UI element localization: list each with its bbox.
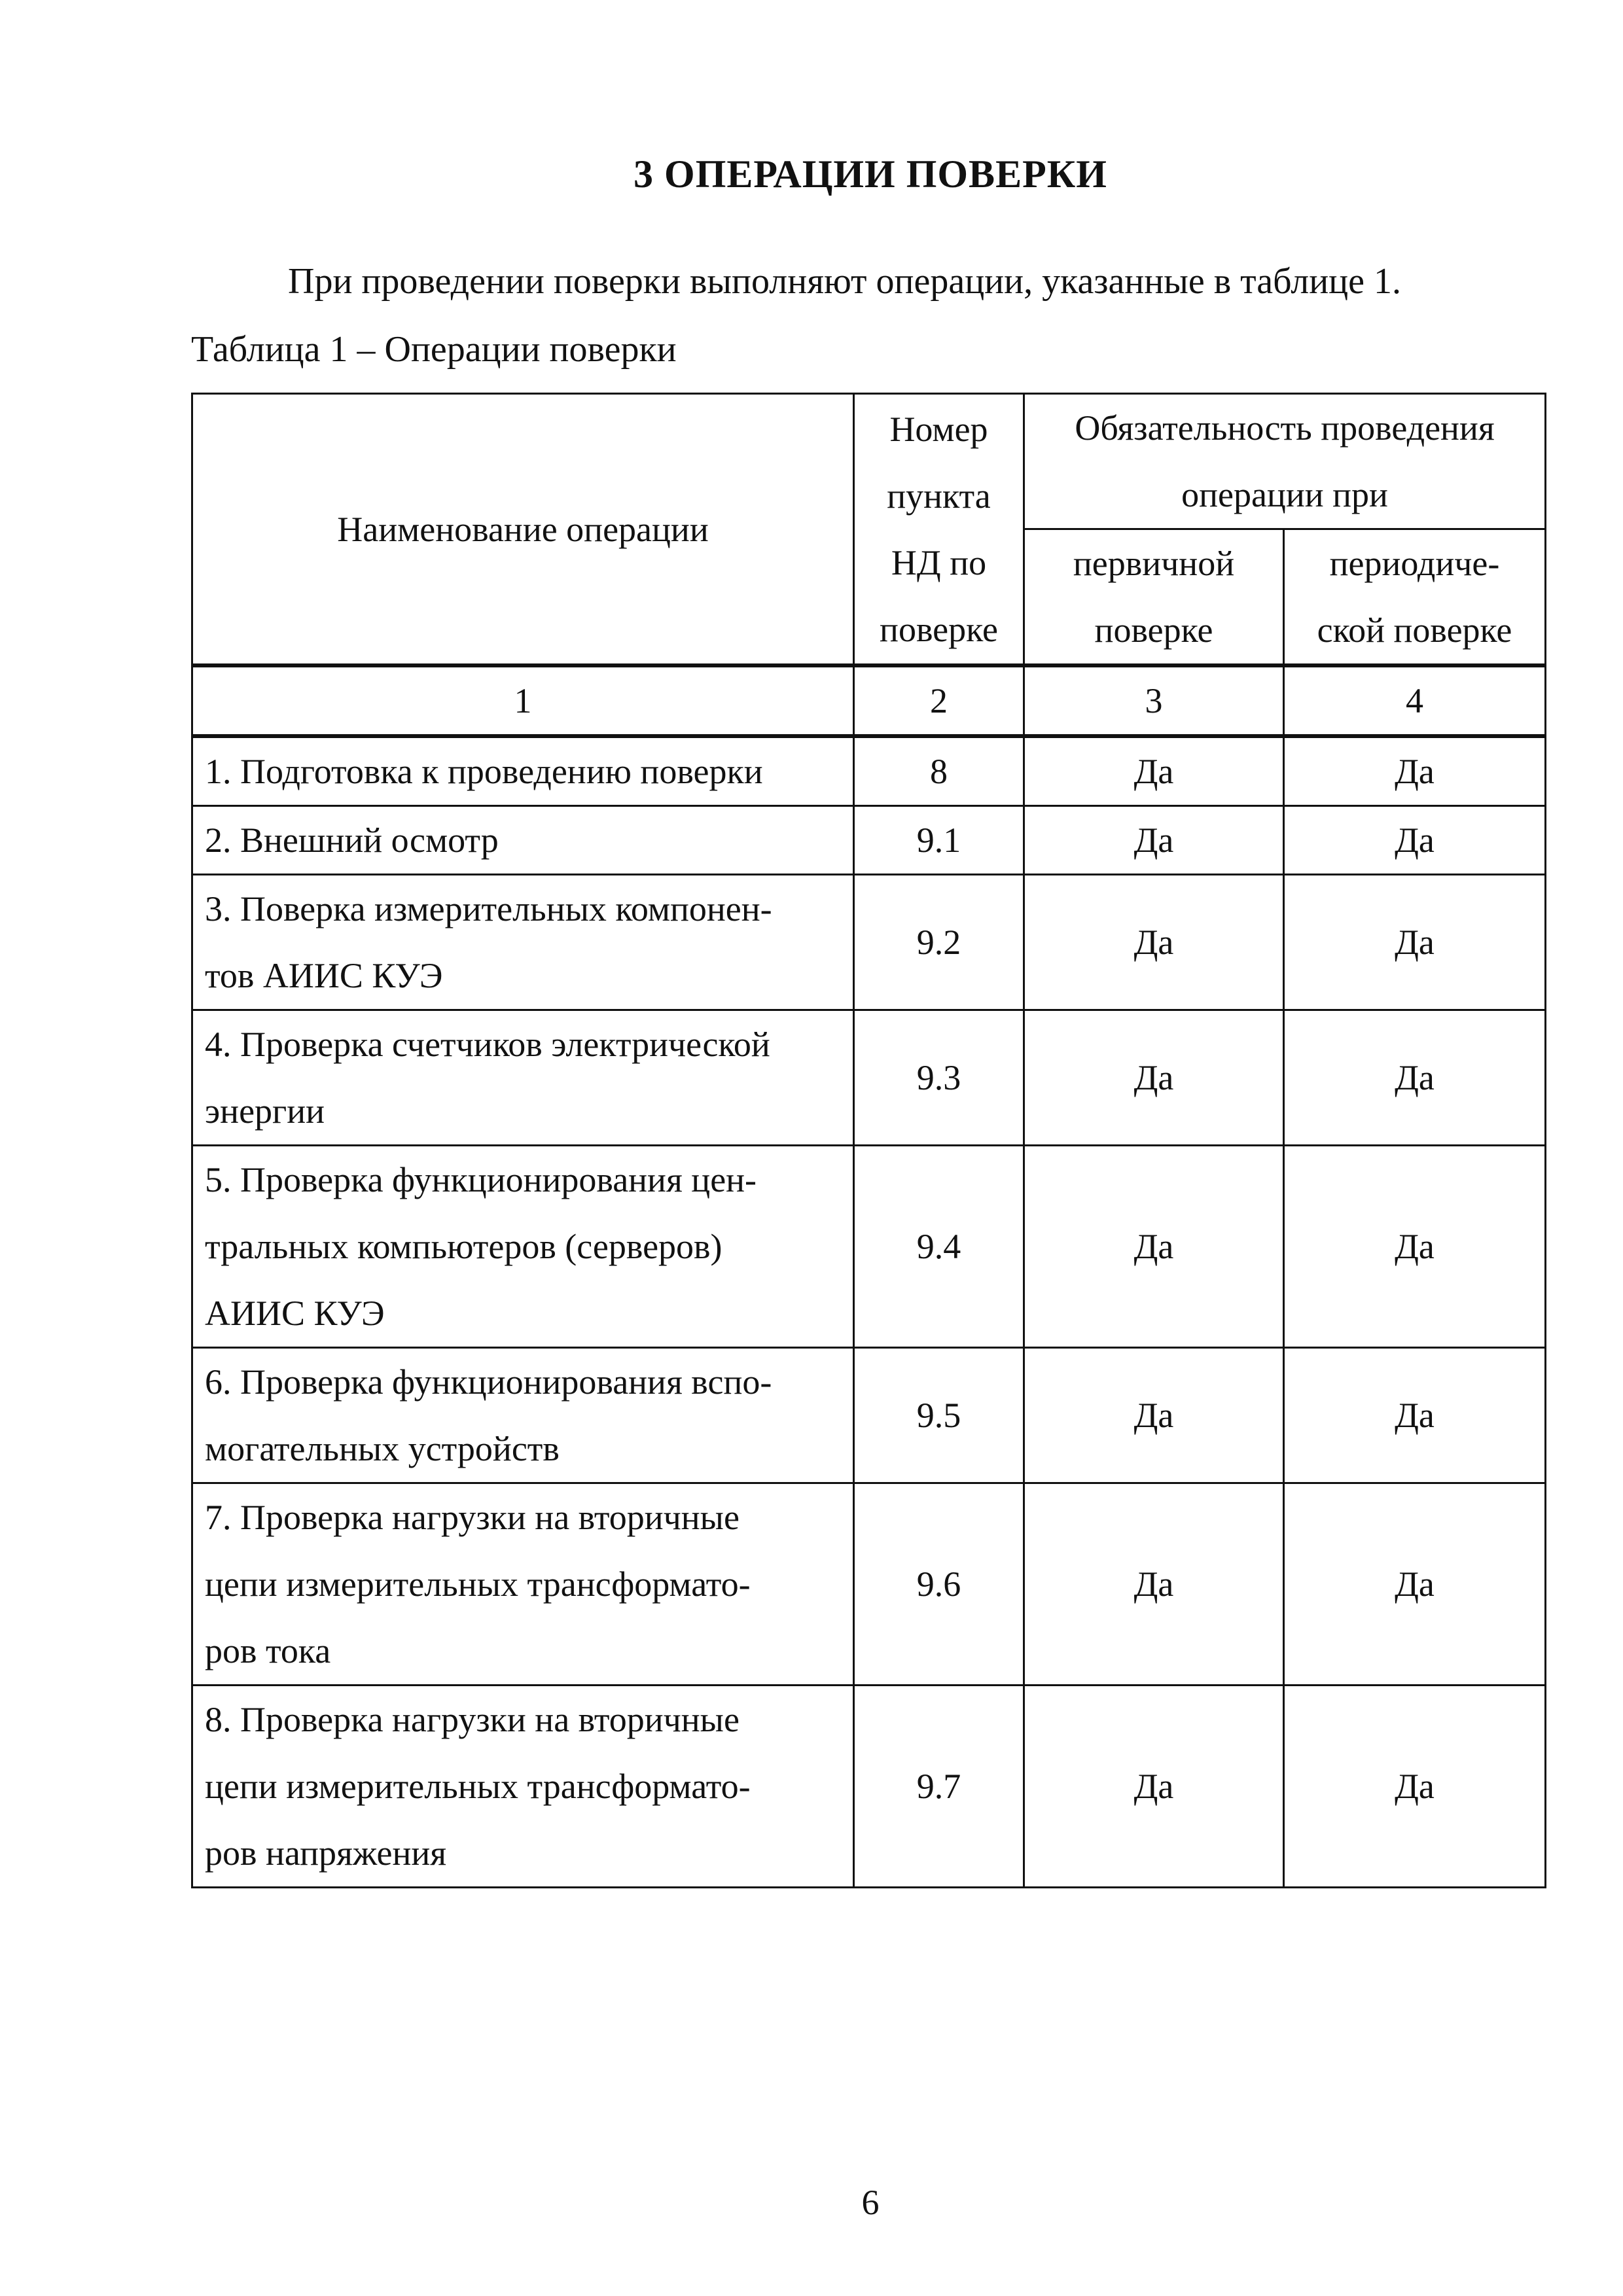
table-row [192, 1686, 1546, 1888]
operation-name-line: ров напряжения [205, 1833, 447, 1873]
header-mandatory-line: Обязательность проведения [1075, 408, 1495, 448]
operations-table [191, 393, 1546, 1888]
periodic-check-cell: Да [1284, 1010, 1546, 1146]
primary-check-cell: Да [1024, 1483, 1284, 1686]
operation-name-line: АИИС КУЭ [205, 1294, 385, 1333]
operation-name-line: цепи измерительных трансформато- [205, 1767, 751, 1806]
operation-name-cell [192, 806, 854, 875]
header-mandatory [1024, 394, 1546, 529]
periodic-check-cell: Да [1284, 1348, 1546, 1483]
table-row [192, 1146, 1546, 1348]
operation-name-cell [192, 1010, 854, 1146]
operation-name-line: 5. Проверка функционирования цен- [205, 1160, 757, 1199]
header-clause-line: пункта [887, 476, 991, 516]
operation-name-line: могательных устройств [205, 1429, 560, 1468]
primary-check-cell: Да [1024, 1146, 1284, 1348]
operation-name-cell [192, 1483, 854, 1686]
operation-name-cell [192, 1686, 854, 1888]
primary-check-cell: Да [1024, 1686, 1284, 1888]
operation-name-line: энергии [205, 1091, 325, 1131]
clause-number-cell: 9.6 [854, 1483, 1024, 1686]
column-number: 3 [1024, 665, 1284, 736]
operation-name-line: тов АИИС КУЭ [205, 956, 443, 995]
header-primary-line: первичной [1073, 544, 1235, 583]
primary-check-cell: Да [1024, 1348, 1284, 1483]
operation-name-cell [192, 736, 854, 806]
header-mandatory-line: операции при [1181, 475, 1388, 514]
periodic-check-cell: Да [1284, 1483, 1546, 1686]
operation-name-line: 3. Поверка измерительных компонен- [205, 889, 772, 928]
operation-name-line: 4. Проверка счетчиков электрической [205, 1025, 770, 1064]
header-periodic-line: ской поверке [1317, 610, 1512, 650]
column-number: 1 [192, 665, 854, 736]
clause-number-cell: 9.5 [854, 1348, 1024, 1483]
periodic-check-cell: Да [1284, 736, 1546, 806]
header-clause-line: поверке [880, 609, 998, 649]
column-number: 4 [1284, 665, 1546, 736]
periodic-check-cell: Да [1284, 806, 1546, 875]
operation-name-cell [192, 1146, 854, 1348]
header-primary-line: поверке [1094, 610, 1213, 650]
primary-check-cell: Да [1024, 806, 1284, 875]
operation-name-line: 6. Проверка функционирования вспо- [205, 1362, 772, 1402]
intro-paragraph: При проведении поверки выполняют операции, указанные в таблице 1. [288, 261, 1401, 302]
operation-name-line: 8. Проверка нагрузки на вторичные [205, 1700, 740, 1739]
column-number: 2 [854, 665, 1024, 736]
header-clause-line: Номер [889, 409, 988, 449]
primary-check-cell: Да [1024, 1010, 1284, 1146]
table-row [192, 736, 1546, 806]
clause-number-cell: 8 [854, 736, 1024, 806]
clause-number-cell: 9.3 [854, 1010, 1024, 1146]
table-row [192, 875, 1546, 1010]
table-row [192, 1483, 1546, 1686]
operation-name-line: цепи измерительных трансформато- [205, 1564, 751, 1604]
clause-number-cell: 9.4 [854, 1146, 1024, 1348]
operation-name-line: ров тока [205, 1631, 331, 1670]
clause-number-cell: 9.1 [854, 806, 1024, 875]
operation-name-line: тральных компьютеров (серверов) [205, 1227, 722, 1266]
operation-name-line: 1. Подготовка к проведению поверки [205, 752, 763, 791]
periodic-check-cell: Да [1284, 1146, 1546, 1348]
header-clause-line: НД по [891, 542, 987, 582]
clause-number-cell: 9.7 [854, 1686, 1024, 1888]
table-row [192, 1348, 1546, 1483]
table-caption: Таблица 1 – Операции поверки [191, 329, 677, 370]
periodic-check-cell: Да [1284, 1686, 1546, 1888]
operation-name-cell [192, 875, 854, 1010]
header-operation-name: Наименование операции [192, 394, 854, 666]
primary-check-cell: Да [1024, 875, 1284, 1010]
operation-name-line: 2. Внешний осмотр [205, 821, 499, 860]
header-periodic-line: периодиче- [1329, 544, 1500, 583]
section-heading: 3 ОПЕРАЦИИ ПОВЕРКИ [633, 152, 1107, 196]
header-clause-number [854, 394, 1024, 666]
operation-name-line: 7. Проверка нагрузки на вторичные [205, 1498, 740, 1537]
table-row [192, 1010, 1546, 1146]
header-primary [1024, 529, 1284, 666]
table-row [192, 806, 1546, 875]
periodic-check-cell: Да [1284, 875, 1546, 1010]
clause-number-cell: 9.2 [854, 875, 1024, 1010]
operation-name-cell [192, 1348, 854, 1483]
page-number: 6 [861, 2183, 880, 2222]
header-periodic [1284, 529, 1546, 666]
primary-check-cell: Да [1024, 736, 1284, 806]
